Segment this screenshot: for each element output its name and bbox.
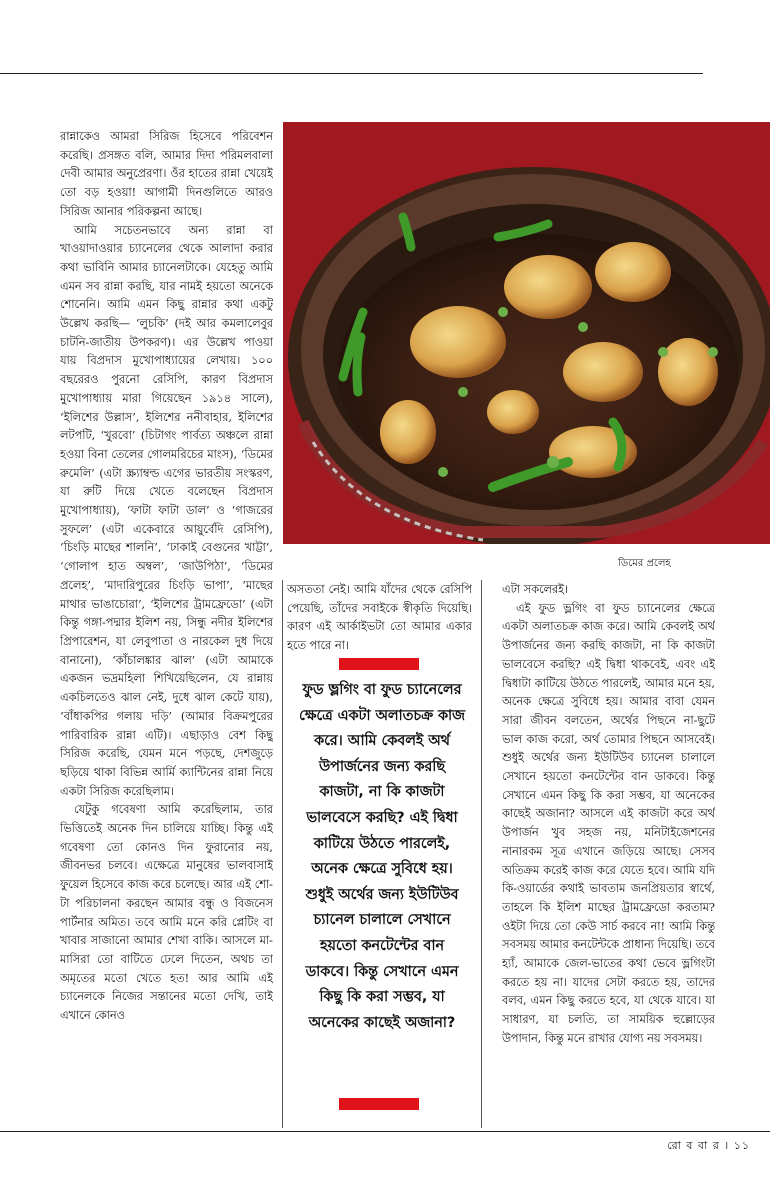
column-1 <box>60 128 273 1128</box>
clay-bowl-image <box>283 122 770 544</box>
quote-top-bar <box>339 658 419 670</box>
pull-quote: ফুড ভ্লগিং বা ফুড চ্যানেলের ক্ষেত্রে একটা অলাতচক্র কাজ করে। আমি কেবলই অর্থ উপার্জনের জন্য করছি কাজটা, না কি কাজটা ভালবেসে করছি? এই দ্বিধা কাটিয়ে উঠতে পারলেই, অনেক ক্ষেত্রে সুবিধে হয়। শুধুই অর্থের জন্য ইউটিউব চ্যানেল চালালে সেখানে হয়তো কনটেন্টের বান ডাকবে। কিন্তু সেখানে এমন কিছু কি করা সম্ভব, যা অনেকের কাছেই অজানা? <box>299 682 465 1031</box>
column-divider-1 <box>282 580 283 1128</box>
quote-bottom-bar <box>339 1098 419 1110</box>
column-2-paragraph: অসততা নেই। আমি যাঁদের থেকে রেসিপি পেয়েছি, তাঁদের সবাইকে স্বীকৃতি দিয়েছি। কারণ এই আর্কাইভটা তো আমার একার হতে পারে না। <box>287 583 472 653</box>
column-2 <box>287 581 472 657</box>
column-1-paragraph-3: যেটুকু গবেষণা আমি করেছিলাম, তার ভিত্তিতেই অনেক দিন চালিয়ে যাচ্ছি। কিন্তু এই গবেষণা তো কোনও দিন ফুরানোর নয়, জীবনভর চলবে। এক্ষেত্রে মানুষের ভালবাসাই ফুয়েল হিসেবে কাজ করে চলেছে। আর এই শো-টা পরিচালনা করছেন আমার বন্ধু ও বিজনেস পার্টনার অমিত। তবে আমি মনে করি প্লেটিং বা খাবার সাজানো আমার শেখা বাকি। আসলে মা-মাসিরা তো বাটিতে ঢেলে দিতেন, অথচ তা অমৃতের মতো খেতে হত! আর আমি এই চ্যানেলকে নিজের সন্তানের মতো দেখি, তাই এখানে কোনও <box>60 803 273 1023</box>
column-1-paragraph-2: আমি সচেতনভাবে অন্য রান্না বা খাওয়াদাওয়ার চ্যানেলের থেকে আলাদা করার কথা ভাবিনি আমার চ্যানেলটাকে। যেহেতু আমি এমন সব রান্না করছি, যার নামই হয়তো অনেকে শোনেনি। আমি এমন কিছু রান্নার কথা একটু উল্লেখ করছি— ‘লুচকি’ (দই আর কমলালেবুর চাটনি-জাতীয় উপকরণ)। এর উল্লেখ পাওয়া যায় বিপ্রদাস মুখোপাধ্যায়ের লেখায়। ১০০ বছরেরও পুরনো রেসিপি, কারণ বিপ্রদাস মুখোপাধ্যায় মারা গিয়েছেন ১৯১৪ সালে), ‘ইলিশের উল্লাস’, ইলিশের ননীবাহার, ইলিশের লটপটি, ‘খুরবো’ (চিটাগং পার্বত্য অঞ্চলে রান্না হওয়া বিনা তেলের গোলমরিচের মাংস), ‘ডিমের রুমেলি’ (এটা স্ক্র্যাম্বল্ড এগের ভারতীয় সংস্করণ, যা রুটি দিয়ে খেতে বলেছেন বিপ্রদাস মুখোপাধ্যায়), ‘ফাটা ফাটা ডাল’ ও ‘গাজরের সুফলে’ (এটা একেবারে আয়ুর্বেদি রেসিপি), ‘চিংড়ি মাছের শালনি’, ‘ঢাকাই বেগুনের খাট্টা’, ‘গোলাপ হাত অম্বল’, ‘জাউপিঠা’, ‘ডিমের প্রলেহ’, ‘মাদারিপুরের চিংড়ি ভাপা’, ‘মাছের মাথার ভাঙাচোরা’, ‘ইলিশের ট্রামফ্রেডো’ (এটা কিন্তু গঙ্গা-পদ্মার ইলিশ নয়, সিন্ধু নদীর ইলিশের প্রিপারেশন, যা লেবুপাতা ও নারকেল দুধ দিয়ে বানানো), ‘কাঁচালঙ্কার ঝাল’ (এটা আমাকে একজন ভদ্রমহিলা শিখিয়েছিলেন, যে রান্নায় একচিলতেও ঝাল নেই, দুধে ঝাল কেটে যায়), ‘বাঁধাকপির গলায় দড়ি’ (আমার বিক্রমপুরের পারিবারিক রান্না এটি)। এছাড়াও বেশ কিছু সিরিজ করেছি, যেমন মনে পড়ছে, দেশজুড়ে ছড়িয়ে থাকা বিভিন্ন আর্মি ক্যান্টিনের রান্না নিয়ে একটা সিরিজ করেছিলাম। <box>60 223 273 798</box>
food-photo <box>283 122 770 544</box>
column-1-paragraph-1: রান্নাকেও আমরা সিরিজ হিসেবে পরিবেশন করেছি। প্রসঙ্গত বলি, আমার দিদা পরিমলবালা দেবী আমার অনুপ্রেরণা। ওঁর হাতের রান্না খেয়েই তো বড় হওয়া! আগামী দিনগুলিতে আরও সিরিজ আনার পরিকল্পনা আছে। <box>60 130 273 218</box>
page-folio: রো ব বা র । ১১ <box>667 1139 750 1152</box>
photo-caption: ডিমের প্রলেহ <box>618 558 671 569</box>
top-rule <box>0 73 703 74</box>
column-3-paragraph-1: এটা সকলেরই। <box>502 583 569 596</box>
bottom-rule <box>0 1131 770 1132</box>
column-divider-2 <box>481 580 482 1128</box>
column-3-paragraph-2: এই ফুড ভ্লগিং বা ফুড চ্যানেলের ক্ষেত্রে একটা অলাতচক্র কাজ করে। আমি কেবলই অর্থ উপার্জনের জন্য করছি কাজটা, না কি কাজটা ভালবেসে করছি? এই দ্বিধা থাকবেই, এবং এই দ্বিধাটা কাটিয়ে উঠতে পারলেই, আমার মনে হয়, অনেক ক্ষেত্রে সুবিধে হয়। আমার বাবা যেমন সারা জীবন বলতেন, অর্থের পিছনে না-ছুটে ভাল কাজ করো, অর্থ তোমার পিছনে আসবেই। শুধুই অর্থের জন্য ইউটিউব চ্যানেল চালালে সেখানে হয়তো কনটেন্টের বান ডাকবে। কিন্তু সেখানে এমন কিছু কি করা সম্ভব, যা অনেকের কাছেই অজানা? আসলে এই কাজটা করে অর্থ উপার্জন খুব সহজ নয়, মনিটাইজেশনের নানারকম সূত্র এখানে জড়িয়ে আছে। সেসব অতিক্রম করেই কাজ করে যেতে হবে। আমি যদি কি-ওয়ার্ডের কথাই ভাবতাম জনপ্রিয়তার স্বার্থে, তাহলে কি ইলিশ মাছের ট্রামফ্রেডো করতাম? ওইটা দিয়ে তো কেউ সার্চ করবে না! আমি কিন্তু সবসময় আমার কনটেন্টকে প্রাধান্য দিয়েছি। তবে হ্যাঁ, আমাকে জেল-ভাতের কথা ভেবে ভ্লগিংটা করতে হয় না। যাদের সেটা করতে হয়, তাদের বলব, এমন কিছু করতে হবে, যা থেকে যাবে। যা সাধারণ, যা চলতি, তা সাময়িক হুল্লোড়ের উপাদান, কিন্তু মনে রাখার যোগ্য নয় সবসময়। <box>502 601 715 1045</box>
column-3 <box>502 581 715 1129</box>
